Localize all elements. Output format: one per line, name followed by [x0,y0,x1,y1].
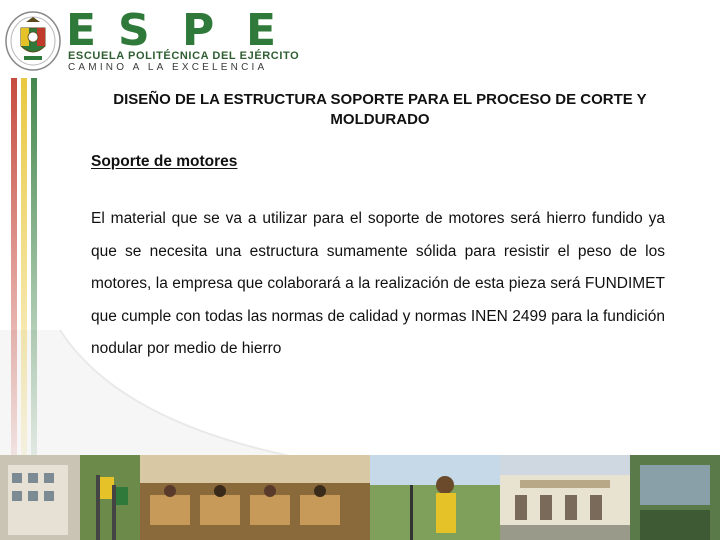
slide-title: DISEÑO DE LA ESTRUCTURA SOPORTE PARA EL PROCESO DE CORTE Y MOLDURADO [113,91,647,128]
logo-letter: E [246,5,277,56]
body-paragraph: El material que se va a utilizar para el soporte de motores será hierro fundido ya que se necesita una estructura sumamente sólida para resistir el peso de los motores, la empresa que colaborará a la realización de esta pieza será FUNDIMET que cumple con todas las normas de calidad y normas INEN 2499 para la fundición nodular por medio de hierro [91,210,665,357]
espe-logo [66,5,294,56]
logo-letter: P [182,5,215,56]
logo-letter: E [66,5,97,56]
decorative-stripes [11,78,41,458]
school-motto: CAMINO A LA EXCELENCIA [68,62,268,73]
university-seal-icon [4,10,62,72]
logo-letter: S [118,5,150,56]
campus-photo-strip [0,455,720,540]
school-name: ESCUELA POLITÉCNICA DEL EJÉRCITO [68,50,300,62]
section-subtitle: Soporte de motores [91,153,238,170]
